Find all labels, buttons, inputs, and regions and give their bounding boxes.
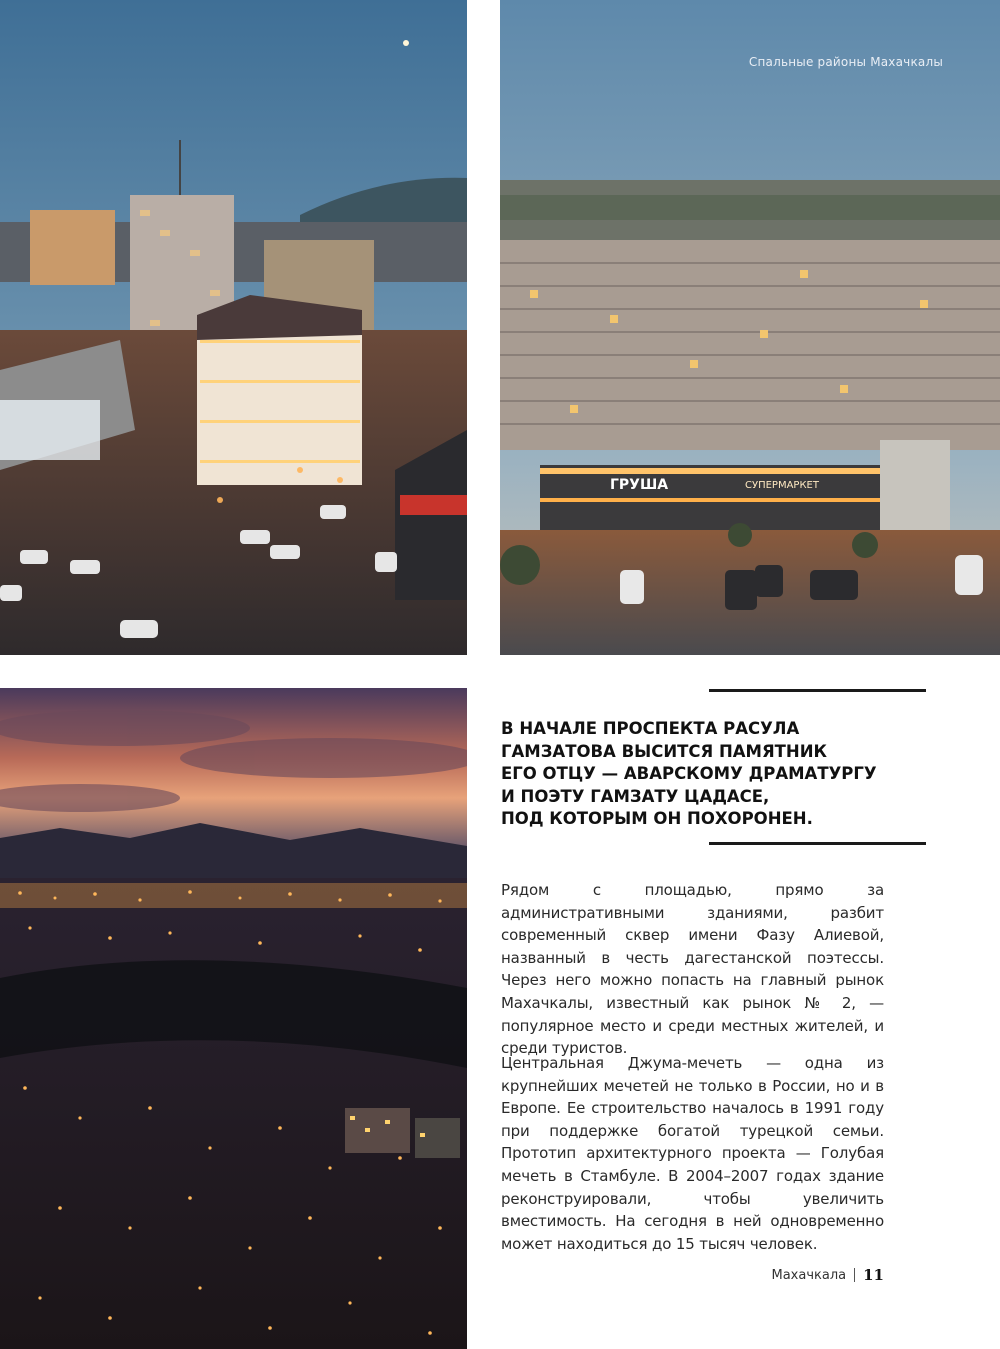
pull-quote [501, 718, 901, 831]
body-paragraph: Центральная Джума-мечеть — одна из крупнейших мечетей не только в России, но и в Европе. Ее строительство началось в 1991 году при поддержке богатой турецкой семьи. Прототип архитектурного проекта — Голубая мечеть в Стамбуле. В 2004–2007 годах здание реконструировали, чтобы увеличить вместимость. На сегодня в ней одновременно может находиться до 15 тысяч человек. [501, 1054, 884, 1253]
body-paragraph: Рядом с площадью, прямо за административными зданиями, разбит современный сквер имени Фазу Алиевой, названный в честь дагестанской поэтессы. Через него можно попасть на главный рынок Махачкалы, известный как рынок № 2, — популярное место и среди местных жителей, и среди туристов. [501, 881, 884, 1058]
pull-quote-line: ГАМЗАТОВА ВЫСИТСЯ ПАМЯТНИК [501, 741, 828, 761]
footer-section-title: Махачкала [771, 1267, 847, 1283]
pull-quote-line: В НАЧАЛЕ ПРОСПЕКТА РАСУЛА [501, 719, 800, 738]
photo-caption: Спальные районы Махачкалы [748, 55, 943, 69]
divider-top [709, 689, 926, 692]
page-number: 11 [863, 1266, 884, 1284]
photo-residential-block [500, 0, 1000, 655]
photo-night-city [0, 688, 467, 1349]
photo-dusk-street [0, 0, 467, 655]
footer-separator [854, 1268, 855, 1282]
divider-bottom [709, 842, 926, 845]
pull-quote-line: ЕГО ОТЦУ — АВАРСКОМУ ДРАМАТУРГУ [501, 764, 877, 783]
store-type-sign: СУПЕРМАРКЕТ [745, 480, 819, 491]
page-footer [772, 1266, 885, 1284]
store-name-sign: ГРУША [610, 477, 669, 493]
pull-quote-line: ПОД КОТОРЫМ ОН ПОХОРОНЕН. [501, 809, 813, 828]
pull-quote-line: И ПОЭТУ ГАМЗАТУ ЦАДАСЕ, [501, 786, 770, 806]
